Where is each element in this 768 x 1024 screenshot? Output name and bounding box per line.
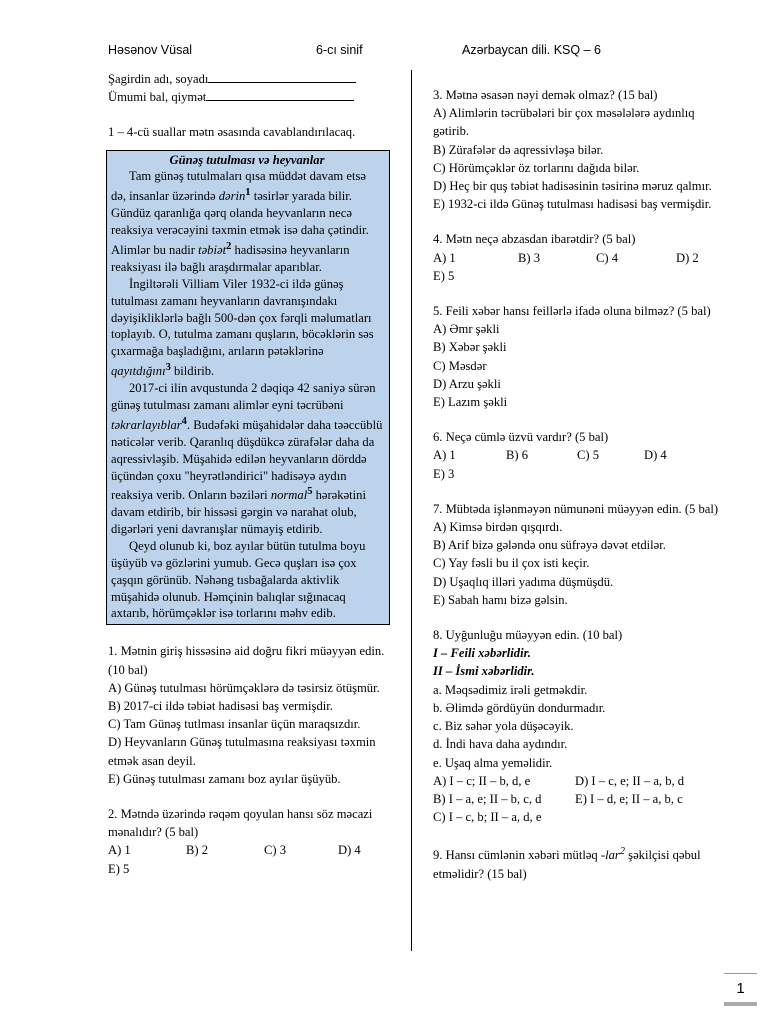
- q6-option-c[interactable]: C) 5: [577, 448, 600, 463]
- student-score-field[interactable]: [206, 90, 354, 101]
- q8-option-c[interactable]: C) I – c, b; II – a, d, e: [433, 810, 542, 825]
- header-author: Həsənov Vüsal: [108, 43, 193, 57]
- question-3: [433, 86, 723, 213]
- q2-option-a[interactable]: A) 1: [108, 843, 131, 858]
- q8-sentence-e: e. Uşaq alma yemәlidir.: [433, 755, 553, 770]
- question-5-text: 5. Feili xəbər hansı feillərlə ifadə oluna bilməz? (5 bal): [433, 304, 711, 319]
- student-name-label: Şagirdin adı, soyadı: [108, 72, 209, 86]
- q4-option-d[interactable]: D) 2: [676, 250, 699, 265]
- question-6: [433, 428, 723, 483]
- q8-sentence-b: b. Əlimdə gördüyün dondurmadır.: [433, 700, 606, 715]
- q1-option-e[interactable]: E) Günəş tutulması zamanı boz ayılar üşüyüb.: [108, 771, 341, 786]
- header-subject: Azərbaycan dili. KSQ – 6: [462, 43, 601, 57]
- q5-option-d[interactable]: D) Arzu şəkli: [433, 376, 501, 391]
- header-grade: 6-cı sinif: [316, 43, 363, 57]
- reading-paragraph-2: İngiltərəli Villiam Viler 1932-ci ildə günəş tutulması zamanı heyvanların davranışındakı dəyişikliklərlə bağlı 500-dən çox fərqli məlumatları toplayıb. O, tutulma zamanı quşların, böcəklərin səs çıxarmağa başladığını, arıların pətəklərinə qayıtdığını$^3$ bildirib.: [111, 276, 374, 379]
- q8-option-b[interactable]: B) I – a, e; II – b, c, d: [433, 791, 542, 806]
- q8-group-ii: II – İsmi xəbərlidir.: [433, 664, 535, 679]
- student-score-label: Ümumi bal, qiymət: [108, 90, 207, 105]
- q2-option-c[interactable]: C) 3: [264, 843, 287, 858]
- q4-option-b[interactable]: B) 3: [518, 250, 541, 265]
- student-name-line: [108, 70, 393, 88]
- q3-option-b[interactable]: B) Zürafələr də aqressivləşə bilər.: [433, 142, 604, 157]
- marked-word-5: normal: [270, 488, 308, 503]
- q2-option-b[interactable]: B) 2: [186, 843, 209, 858]
- q2-option-e[interactable]: E) 5: [108, 861, 130, 876]
- reading-paragraph-3: 2017-ci ilin avqustunda 2 dəqiqə 42 saniyə sürən günəş tutulması zamanı alimlər eyni təcrübəni təkrarlayıblar$^4$. Budəfəki müşahidələr daha təəccüblü nəticələr verib. Qaranlıq düşdükcə zürafələr daha da aqressivləşib. Müşahidə edilən heyvanların dörddə üçündən çoxu "heyrətləndirici" hadisəyə aydın reaksiya verib. Onların bəziləri normal$^5$ hərəkətini davam etdirib, bir hissəsi gərgin və narahat olub, digərləri yeni davranışlar nümayiş etdirib.: [111, 381, 383, 537]
- q6-option-e[interactable]: E) 3: [433, 466, 455, 481]
- question-3-text: 3. Mətnə əsasən nəyi demək olmaz? (15 bal): [433, 88, 658, 102]
- q3-option-a[interactable]: A) Alimlərin təcrübələri bir çox məsələlərə aydınlıq gətirib.: [433, 106, 695, 139]
- q8-sentence-c: c. Biz səhər yola düşəcəyik.: [433, 719, 574, 734]
- question-9: [433, 843, 723, 883]
- q7-option-a[interactable]: A) Kimsə birdən qışqırdı.: [433, 520, 563, 535]
- q8-option-e[interactable]: E) I – d, e; II – a, b, c: [575, 791, 683, 806]
- q7-option-c[interactable]: C) Yay fəsli bu il çox isti keçir.: [433, 556, 590, 571]
- q5-option-a[interactable]: A) Əmr şəkli: [433, 322, 500, 337]
- q8-option-a[interactable]: A) I – c; II – b, d, e: [433, 773, 531, 788]
- question-7-text: 7. Mübtəda işlənməyən nümunəni müəyyən edin. (5 bal): [433, 501, 719, 516]
- marked-word-4: təkrarlayıblar: [111, 418, 182, 433]
- marked-word-3: qayıtdığını: [111, 364, 166, 379]
- q1-option-b[interactable]: B) 2017-ci ildə təbiət hadisəsi baş vermişdir.: [108, 698, 333, 713]
- q7-option-b[interactable]: B) Arif bizə gələndə onu süfrəyə dəvət etdilər.: [433, 538, 666, 553]
- q7-option-d[interactable]: D) Uşaqlıq illəri yadıma düşmüşdü.: [433, 574, 614, 589]
- question-8: [433, 626, 723, 826]
- q8-sentence-a: a. Məqsədimiz irəli getməkdir.: [433, 682, 588, 697]
- q3-option-d[interactable]: D) Heç bir quş təbiət hadisəsinin təsirinə məruz qalmır.: [433, 179, 712, 194]
- q9-suffix: -lar: [600, 848, 620, 863]
- question-2: [108, 805, 393, 878]
- q8-group-i: I – Feili xəbərlidir.: [433, 646, 531, 661]
- q1-option-a[interactable]: A) Günəş tutulması hörümçəklərə də təsirsiz ötüşmür.: [108, 680, 380, 695]
- question-1-text: 1. Mətnin giriş hissəsinə aid doğru fikri müəyyən edin. (10 bal): [108, 644, 385, 677]
- q6-option-a[interactable]: A) 1: [433, 448, 456, 463]
- q5-option-c[interactable]: C) Məsdər: [433, 358, 487, 373]
- right-column: [433, 86, 723, 883]
- question-6-text: 6. Neçə cümlə üzvü vardır? (5 bal): [433, 430, 609, 445]
- q4-option-c[interactable]: C) 4: [596, 250, 619, 265]
- q1-option-d[interactable]: D) Heyvanların Günəş tutulmasına reaksiyası təxmin etmək asan deyil.: [108, 735, 376, 768]
- q7-option-e[interactable]: E) Sabah hamı bizə gəlsin.: [433, 592, 568, 607]
- question-2-text: 2. Mətndə üzərində rəqəm qoyulan hansı söz məcazi mənalıdır? (5 bal): [108, 806, 373, 840]
- q6-option-d[interactable]: D) 4: [644, 448, 667, 463]
- marked-word-2: təbiət: [198, 243, 227, 258]
- reading-text-box: [106, 150, 390, 626]
- q5-option-e[interactable]: E) Lazım şəkli: [433, 395, 508, 410]
- q2-option-d[interactable]: D) 4: [338, 843, 361, 858]
- reading-paragraph-1: Tam günəş tutulmaları qısa müddət davam etsə də, insanlar üzərində dərin$^1$ təsirlər yarada bilir. Gündüz qaranlığa qərq olanda heyvanların necə reaksiya verəcəyini təxmin etmək isə daha çətindir. Alimlər bu nadir təbiət$^2$ hadisəsinə heyvanların reaksiyası ilə bağlı araşdırmalar aparıblar.: [111, 169, 369, 275]
- q8-sentence-d: d. İndi hava daha aydındır.: [433, 737, 568, 752]
- q3-option-c[interactable]: C) Hörümçəklər öz torlarını dağıda bilər.: [433, 160, 640, 175]
- q5-option-b[interactable]: B) Xəbər şəkli: [433, 340, 507, 355]
- left-column: [108, 70, 393, 878]
- question-9-text: 9. Hansı cümlənin xəbəri mütləq -lar$^2$ şəkilçisi qəbul etməlidir? (15 bal): [433, 846, 701, 881]
- q4-option-a[interactable]: A) 1: [433, 250, 456, 265]
- q1-option-c[interactable]: C) Tam Günəş tutlması insanlar üçün maraqsızdır.: [108, 717, 361, 732]
- question-7: [433, 500, 723, 609]
- q6-option-b[interactable]: B) 6: [506, 448, 529, 463]
- q8-option-d[interactable]: D) I – c, e; II – a, b, d: [575, 773, 685, 788]
- q3-option-e[interactable]: E) 1932-ci ildə Günəş tutulması hadisəsi baş vermişdir.: [433, 197, 712, 212]
- question-8-text: 8. Uyğunluğu müəyyən edin. (10 bal): [433, 628, 623, 643]
- question-5: [433, 302, 723, 411]
- question-4: [433, 230, 723, 285]
- intro-text: 1 – 4-cü suallar mətn əsasında cavablandırılacaq.: [108, 125, 356, 140]
- question-4-text: 4. Mətn neçə abzasdan ibarətdir? (5 bal): [433, 232, 636, 247]
- reading-text-title: Günəş tutulması və heyvanlar: [169, 152, 325, 167]
- marked-word-1: dərin: [218, 189, 246, 204]
- q4-option-e[interactable]: E) 5: [433, 268, 455, 283]
- question-1: [108, 642, 393, 788]
- student-score-line: [108, 88, 393, 106]
- reading-paragraph-4: Qeyd olunub ki, boz ayılar bütün tutulma boyu üşüyüb və gözlərini yumub. Gecə quşları isə çox çaşqın görünüb. Nəhəng tısbağalarda aktivlik müşahidə olunub. Həmçinin balıqlar sığınacaq axtarıb, hörümçəklər isə torlarını məhv edib.: [111, 539, 366, 621]
- student-name-field[interactable]: [208, 72, 356, 83]
- page-number-bar: [724, 1002, 757, 1006]
- page-number: 1: [724, 973, 757, 1004]
- column-divider: [411, 70, 412, 951]
